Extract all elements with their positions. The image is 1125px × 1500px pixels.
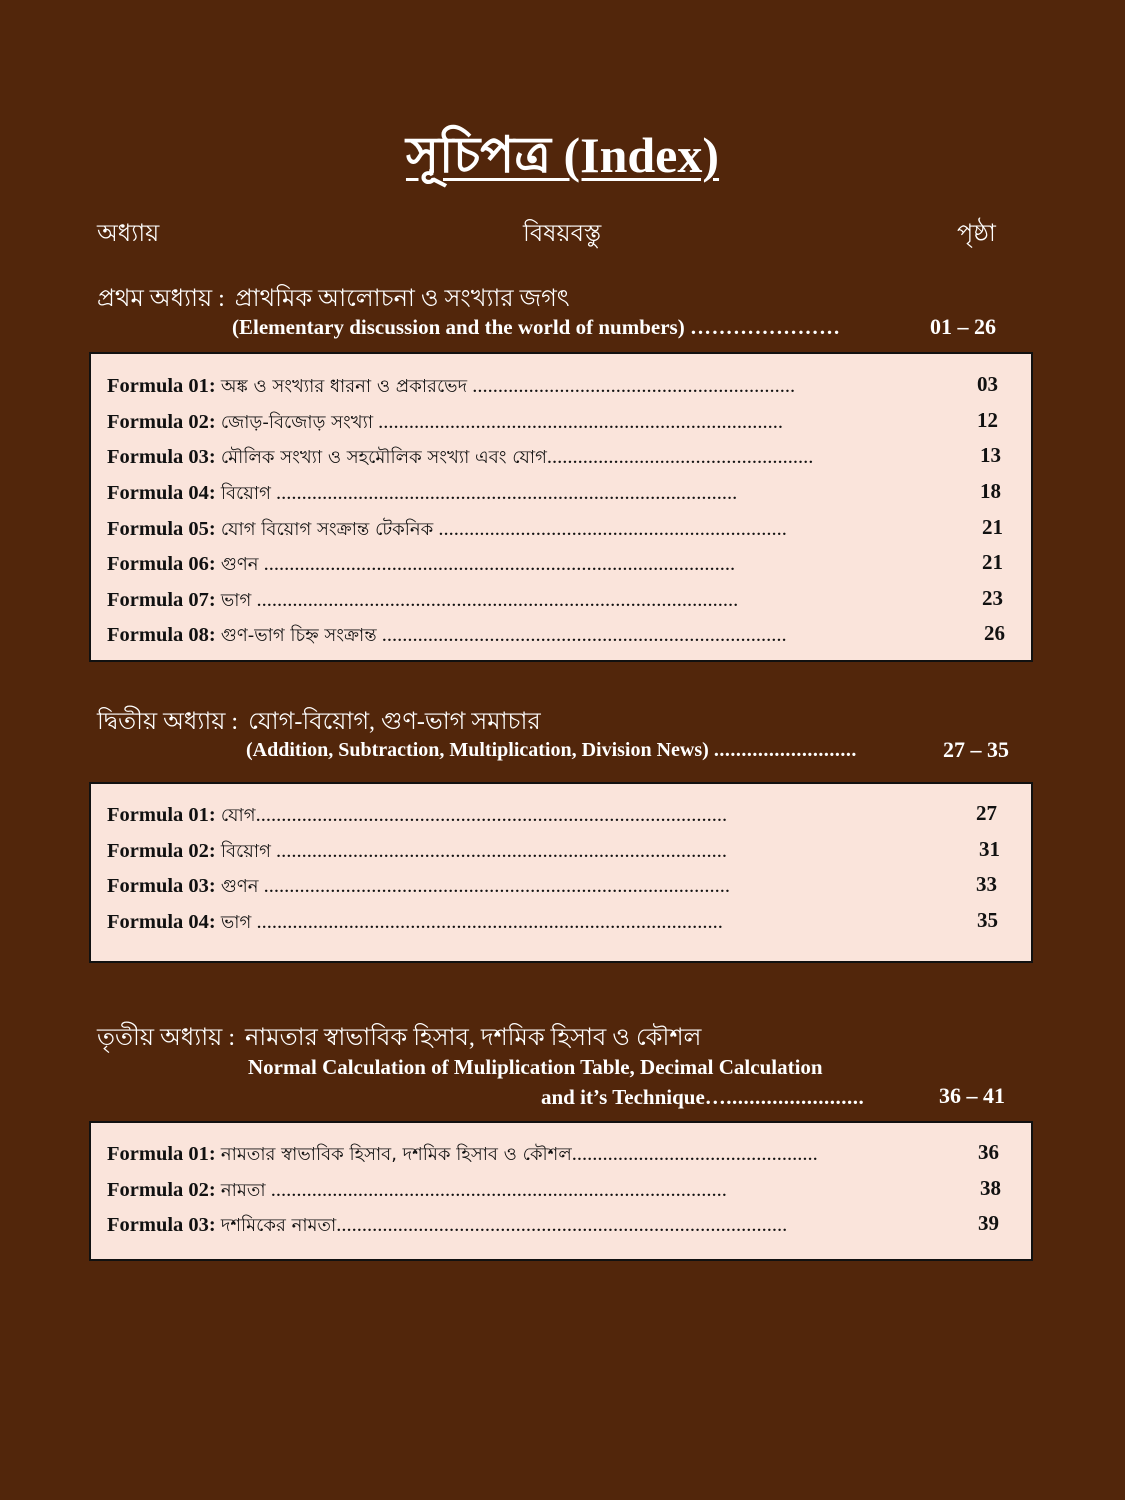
chapter-1-formula-box: [89, 352, 1033, 662]
formula-row[interactable]: Formula 04: ভাগ ........................................................................................... 35: [107, 908, 998, 933]
formula-row[interactable]: Formula 08: গুণ-ভাগ চিহ্ন সংক্রান্ত ............................................................................... 26: [107, 621, 1005, 646]
page-number: 38: [980, 1176, 1001, 1200]
chapter-2-title: [97, 703, 541, 743]
page-number: 13: [980, 443, 1001, 467]
page-title: সূচিপত্র (Index): [405, 127, 720, 183]
page-number: 39: [978, 1211, 999, 1235]
page-number: 21: [982, 550, 1003, 574]
chapter-1-title: [97, 280, 570, 320]
page-number: 23: [982, 586, 1003, 610]
chapter-2-label: দ্বিতীয় অধ্যায় :: [97, 709, 239, 735]
chapter-3-subtitle-line2: and it’s Technique…........................: [541, 1085, 865, 1109]
chapter-3-title: [97, 1019, 701, 1059]
formula-row[interactable]: Formula 01: নামতার স্বাভাবিক হিসাব, দশমিক হিসাব ও কৌশল................................................ 36: [107, 1140, 999, 1165]
formula-row[interactable]: Formula 02: জোড়-বিজোড় সংখ্যা ............................................................................... 12: [107, 408, 998, 433]
chapter-1-name: প্রাথমিক আলোচনা ও সংখ্যার জগৎ: [234, 286, 570, 312]
chapter-2-formula-box: [89, 782, 1033, 963]
header-chapter: অধ্যায়: [97, 221, 160, 247]
formula-row[interactable]: Formula 07: ভাগ .............................................................................................. 23: [107, 586, 1003, 611]
chapter-1-label: প্রথম অধ্যায় :: [97, 286, 225, 312]
formula-row[interactable]: Formula 03: মৌলিক সংখ্যা ও সহমৌলিক সংখ্যা এবং যোগ.................................................... 13: [107, 443, 1001, 468]
chapter-2-subtitle: (Addition, Subtraction, Multiplication, Division News) ..........................: [246, 739, 857, 761]
page-number: 36: [978, 1140, 999, 1164]
formula-row[interactable]: Formula 01: অঙ্ক ও সংখ্যার ধারনা ও প্রকারভেদ ............................................................... 03: [107, 372, 998, 397]
formula-row[interactable]: Formula 05: যোগ বিয়োগ সংক্রান্ত টেকনিক .................................................................... 21: [107, 515, 1003, 540]
chapter-1-pages: 01 – 26: [930, 314, 996, 339]
chapter-3-formula-box: [89, 1121, 1033, 1261]
chapter-3-subtitle-line1: Normal Calculation of Muliplication Table, Decimal Calculation: [248, 1055, 823, 1079]
chapter-3-name: নামতার স্বাভাবিক হিসাব, দশমিক হিসাব ও কৌশল: [244, 1025, 702, 1051]
formula-row[interactable]: Formula 06: গুণন ............................................................................................ 21: [107, 550, 1003, 575]
header-page: পৃষ্ঠা: [957, 221, 996, 247]
chapter-2-name: যোগ-বিয়োগ, গুণ-ভাগ সমাচার: [248, 709, 541, 735]
formula-row[interactable]: Formula 03: গুণন ........................................................................................... 33: [107, 872, 997, 897]
formula-row[interactable]: Formula 04: বিয়োগ .......................................................................................... 18: [107, 479, 1001, 504]
formula-row[interactable]: Formula 03: দশমিকের নামতা........................................................................................ 39: [107, 1211, 999, 1236]
page-number: 03: [977, 372, 998, 396]
header-content: বিষয়বস্তু: [523, 221, 602, 247]
page-number: 18: [980, 479, 1001, 503]
formula-row[interactable]: Formula 02: নামতা ......................................................................................... 38: [107, 1176, 1001, 1201]
chapter-2-pages: 27 – 35: [943, 737, 1009, 762]
chapter-1-subtitle: (Elementary discussion and the world of numbers) …………………: [232, 315, 841, 339]
formula-row[interactable]: Formula 01: যোগ............................................................................................ 27: [107, 801, 997, 826]
chapter-3-pages: 36 – 41: [939, 1083, 1005, 1108]
page-number: 31: [979, 837, 1000, 861]
page-number: 26: [984, 621, 1005, 645]
page-number: 35: [977, 908, 998, 932]
page-number: 33: [976, 872, 997, 896]
page-number: 21: [982, 515, 1003, 539]
formula-row[interactable]: Formula 02: বিয়োগ ........................................................................................ 31: [107, 837, 1000, 862]
page-number: 12: [977, 408, 998, 432]
page-number: 27: [976, 801, 997, 825]
chapter-3-label: তৃতীয় অধ্যায় :: [97, 1025, 235, 1051]
